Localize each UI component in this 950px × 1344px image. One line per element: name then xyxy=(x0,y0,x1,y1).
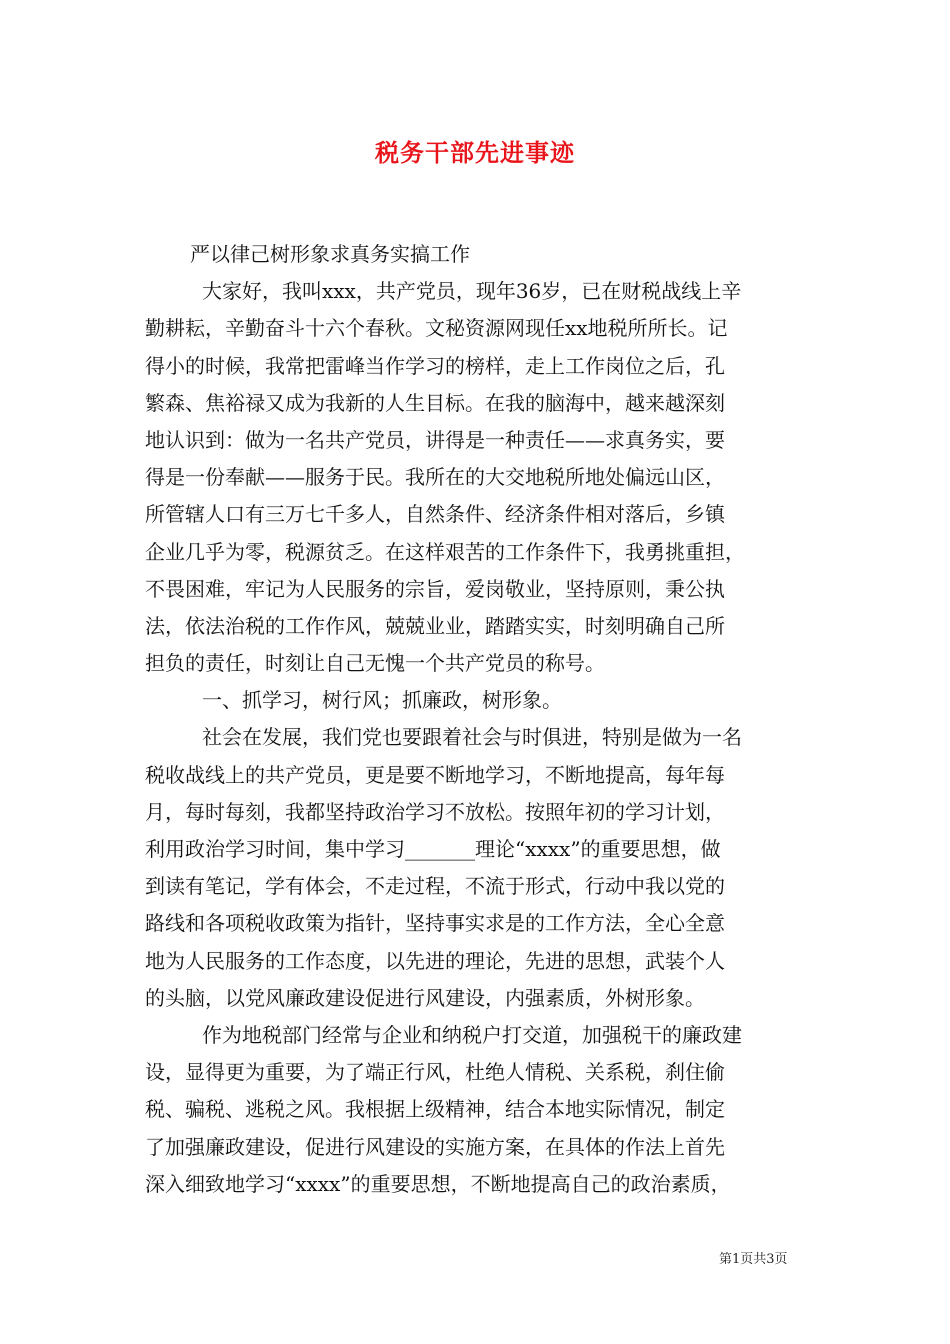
text-line: 设，显得更为重要，为了端正行风，杜绝人情税、关系税，刹住偷 xyxy=(145,1060,725,1085)
paragraph xyxy=(145,1017,810,1203)
text-line: 作为地税部门经常与企业和纳税户打交道，加强税干的廉政建 xyxy=(202,1022,742,1047)
text-line: 地为人民服务的工作态度，以先进的理论，先进的思想，武装个人 xyxy=(145,948,725,973)
paragraph xyxy=(145,719,810,1017)
text-line: 深入细致地学习“xxxx”的重要思想，不断地提高自己的政治素质， xyxy=(145,1171,731,1196)
text-line: 月，每时每刻，我都坚持政治学习不放松。按照年初的学习计划， xyxy=(145,799,725,824)
page-number: 第1页共3页 xyxy=(719,1252,788,1267)
text-line: 大家好，我叫xxx，共产党员，现年36岁，已在财税战线上辛 xyxy=(202,279,742,304)
text-line: 担负的责任，时刻让自己无愧一个共产党员的称号。 xyxy=(145,651,605,676)
text-line: 社会在发展，我们党也要跟着社会与时俱进，特别是做为一名 xyxy=(202,725,742,750)
text-line: 法，依法治税的工作作风，兢兢业业，踏踏实实，时刻明确自己所 xyxy=(145,613,725,638)
text-line: 的头脑，以党风廉政建设促进行风建设，内强素质，外树形象。 xyxy=(145,985,705,1010)
text-line: 地认识到：做为一名共产党员，讲得是一种责任——求真务实，要 xyxy=(145,427,725,452)
text-line: 得是一份奉献——服务于民。我所在的大交地税所地处偏远山区， xyxy=(145,465,725,490)
text-line: 得小的时候，我常把雷峰当作学习的榜样，走上工作岗位之后，孔 xyxy=(145,353,725,378)
text-line: 到读有笔记，学有体会，不走过程，不流于形式，行动中我以党的 xyxy=(145,874,725,899)
text-line: 勤耕耘，辛勤奋斗十六个春秋。文秘资源网现任xx地税所所长。记 xyxy=(145,316,728,341)
text-line: 税收战线上的共产党员，更是要不断地学习，不断地提高，每年每 xyxy=(145,762,725,787)
text-line: 了加强廉政建设，促进行风建设的实施方案，在具体的作法上首先 xyxy=(145,1134,725,1159)
text-line: 税、骗税、逃税之风。我根据上级精神，结合本地实际情况，制定 xyxy=(145,1097,725,1122)
text-line: 所管辖人口有三万七千多人，自然条件、经济条件相对落后，乡镇 xyxy=(145,502,725,527)
text-line: 繁森、焦裕禄又成为我新的人生目标。在我的脑海中，越来越深刻 xyxy=(145,390,725,415)
text-line: 不畏困难，牢记为人民服务的宗旨，爱岗敬业，坚持原则，秉公执 xyxy=(145,576,725,601)
paragraph xyxy=(145,682,810,719)
text-line: 严以律己树形象求真务实搞工作 xyxy=(190,242,470,266)
paragraph xyxy=(145,273,810,682)
subtitle-paragraph xyxy=(145,236,810,273)
document-title: 税务干部先进事迹 xyxy=(375,138,575,167)
text-line: 路线和各项税收政策为指针，坚持事实求是的工作方法，全心全意 xyxy=(145,911,725,936)
document-body xyxy=(145,236,810,1203)
text-line: 利用政治学习时间，集中学习_______理论“xxxx”的重要思想，做 xyxy=(145,837,721,861)
text-line: 企业几乎为零，税源贫乏。在这样艰苦的工作条件下，我勇挑重担， xyxy=(145,539,745,564)
text-line: 一、抓学习，树行风；抓廉政，树形象。 xyxy=(202,688,562,713)
